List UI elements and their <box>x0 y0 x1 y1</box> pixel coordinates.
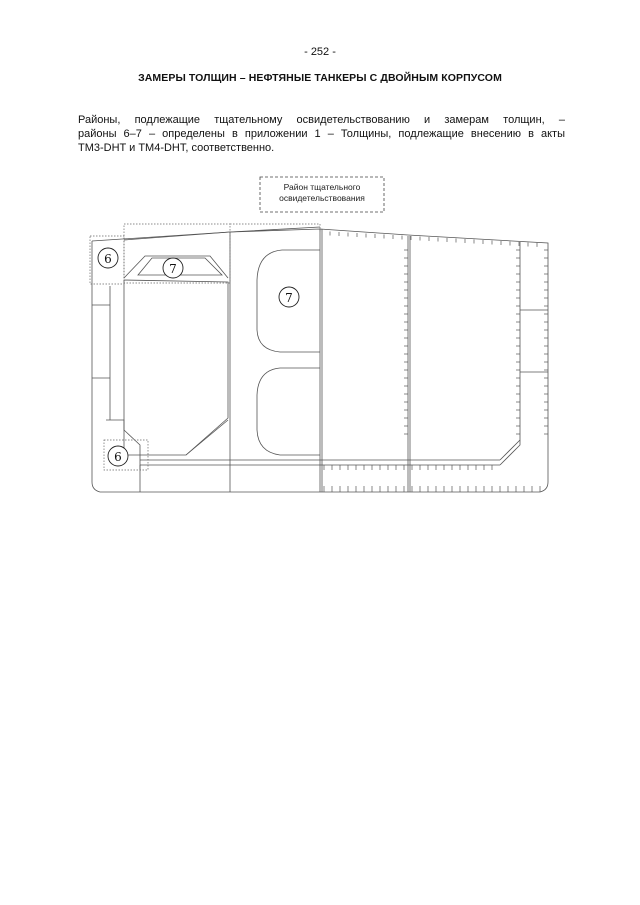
zone-7-right-label: 7 <box>285 291 293 305</box>
zone-markers <box>98 248 299 466</box>
zone-6-upper-label: 6 <box>104 252 112 266</box>
page-title: ЗАМЕРЫ ТОЛЩИН – НЕФТЯНЫЕ ТАНКЕРЫ С ДВОЙНЫМ КОРПУСОМ <box>138 72 502 84</box>
intro-line: TM3-DHT и TM4-DHT, соответственно. <box>78 142 275 154</box>
zone-7-right-marker <box>279 287 299 307</box>
hull-structure <box>92 227 548 492</box>
legend-line-1: Район тщательного <box>283 182 361 192</box>
zone-6-upper-marker <box>98 248 118 268</box>
zone-6-lower-marker <box>108 446 128 466</box>
legend-line-2: освидетельствования <box>279 193 365 203</box>
zone-6-lower-label: 6 <box>114 450 122 464</box>
frame-ticks <box>324 232 548 492</box>
survey-zone-outlines <box>90 224 320 470</box>
intro-line: районы 6–7 – определены в приложении 1 – Толщины, подлежащие внесению в акты <box>78 128 565 140</box>
zone-7-left-label: 7 <box>169 262 177 276</box>
page-number: - 252 - <box>304 46 336 58</box>
intro-line: Районы, подлежащие тщательному освидетельствованию и замерам толщин, – <box>78 114 565 126</box>
legend <box>260 177 384 212</box>
zone-7-left-marker <box>163 258 183 278</box>
